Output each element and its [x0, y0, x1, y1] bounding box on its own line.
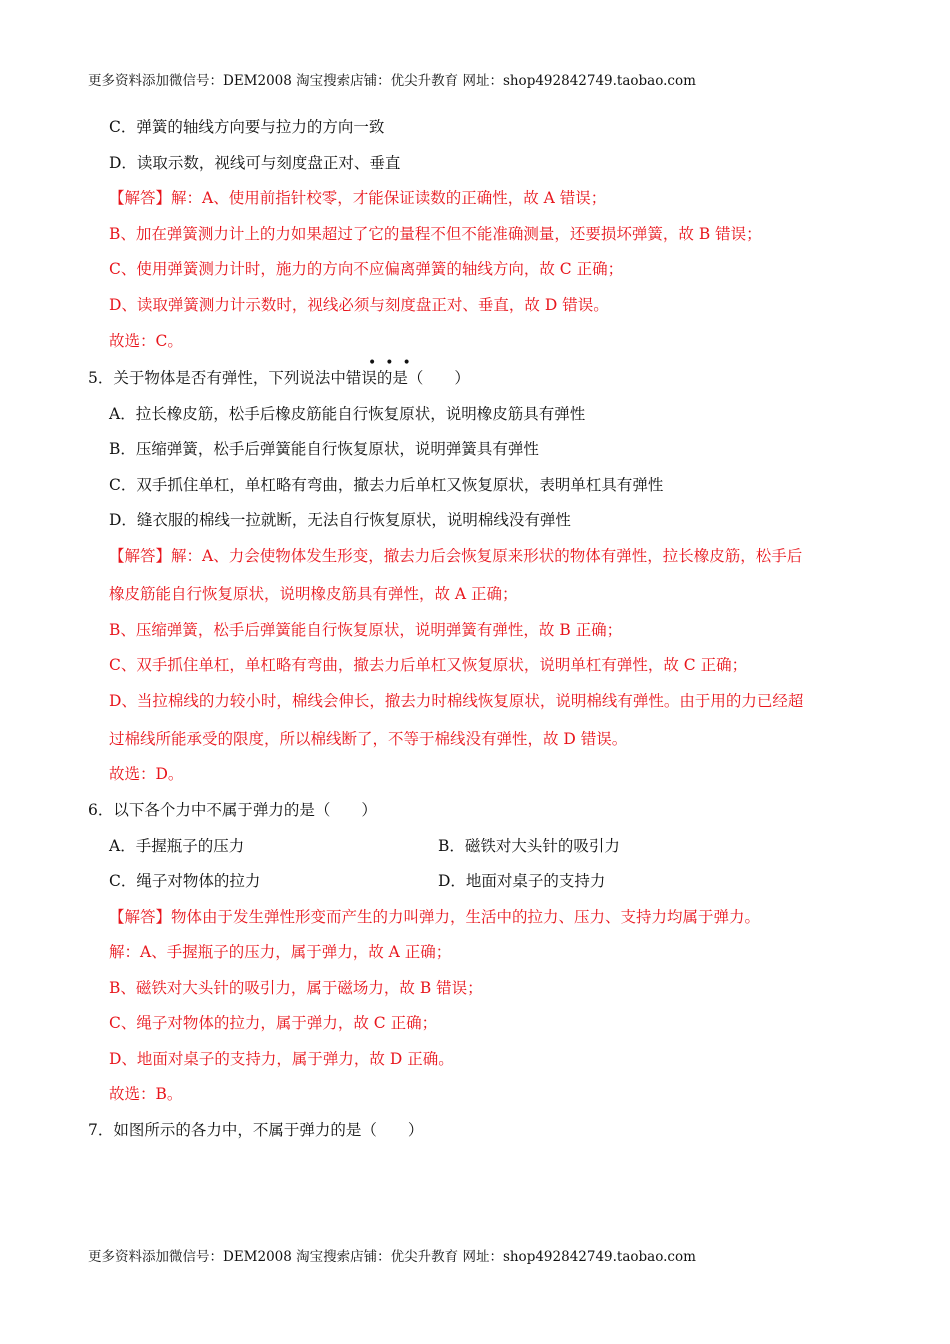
q5-option-a: A．拉长橡皮筋，松手后橡皮筋能自行恢复原状，说明橡皮筋具有弹性 — [109, 405, 586, 423]
q5-answer-tag: 【解答】 — [109, 547, 172, 565]
q5-answer-line: C、双手抓住单杠，单杠略有弯曲，撤去力后单杠又恢复原状，说明单杠有弹性，故 C 正确； — [109, 656, 748, 674]
q4-answer-line: B、加在弹簧测力计上的力如果超过了它的量程不但不能准确测量，还要损坏弹簧，故 B 错误； — [109, 225, 762, 243]
q6-answer-line — [109, 906, 760, 928]
q6-stem: 6．以下各个力中不属于弹力的是（ ） — [88, 801, 377, 819]
q4-option-c: C．弹簧的轴线方向要与拉力的方向一致 — [109, 118, 385, 136]
page-header: 更多资料添加微信号：DEM2008 淘宝搜索店铺：优尖升教育 网址：shop492842749.taobao.com — [88, 73, 696, 89]
q5-answer-line — [109, 545, 802, 567]
q6-option-b: B．磁铁对大头针的吸引力 — [438, 837, 620, 855]
q6-answer-line: D、地面对桌子的支持力，属于弹力，故 D 正确。 — [109, 1050, 454, 1068]
q4-answer-line: D、读取弹簧测力计示数时，视线必须与刻度盘正对、垂直，故 D 错误。 — [109, 296, 609, 314]
q5-option-c: C．双手抓住单杠，单杠略有弯曲，撤去力后单杠又恢复原状，表明单杠具有弹性 — [109, 476, 664, 494]
q5-emphasis-dots: ••• — [368, 355, 420, 371]
q5-conclusion: 故选：D。 — [109, 765, 184, 783]
q4-option-d: D．读取示数，视线可与刻度盘正对、垂直 — [109, 154, 401, 172]
q5-option-b: B．压缩弹簧，松手后弹簧能自行恢复原状，说明弹簧具有弹性 — [109, 440, 539, 458]
q6-option-a: A．手握瓶子的压力 — [109, 837, 245, 855]
q5-option-d: D．缝衣服的棉线一拉就断，无法自行恢复原状，说明棉线没有弹性 — [109, 511, 571, 529]
q5-answer-line: 橡皮筋能自行恢复原状，说明橡皮筋具有弹性，故 A 正确； — [109, 585, 518, 603]
q6-conclusion: 故选：B。 — [109, 1085, 183, 1103]
q5-answer-line: D、当拉棉线的力较小时，棉线会伸长，撤去力时棉线恢复原状，说明棉线有弹性。由于用的力已经超 — [109, 692, 804, 710]
q5-answer-text: 解：A、力会使物体发生形变，撤去力后会恢复原来形状的物体有弹性，拉长橡皮筋，松手后 — [171, 547, 803, 565]
q5-answer-line: B、压缩弹簧，松手后弹簧能自行恢复原状，说明弹簧有弹性，故 B 正确； — [109, 621, 623, 639]
q6-answer-line: B、磁铁对大头针的吸引力，属于磁场力，故 B 错误； — [109, 979, 483, 997]
q4-answer-tag: 【解答】 — [109, 189, 172, 207]
q4-answer-line — [109, 187, 606, 209]
q6-answer-line: 解：A、手握瓶子的压力，属于弹力，故 A 正确； — [109, 943, 452, 961]
q4-answer-line: C、使用弹簧测力计时，施力的方向不应偏离弹簧的轴线方向，故 C 正确； — [109, 260, 624, 278]
q5-stem: 5．关于物体是否有弹性，下列说法中错误的是（ ） — [88, 369, 470, 387]
q6-option-c: C．绳子对物体的拉力 — [109, 872, 261, 890]
q6-answer-text: 物体由于发生弹性形变而产生的力叫弹力，生活中的拉力、压力、支持力均属于弹力。 — [171, 908, 761, 926]
q4-conclusion: 故选：C。 — [109, 332, 183, 350]
page-footer: 更多资料添加微信号：DEM2008 淘宝搜索店铺：优尖升教育 网址：shop492842749.taobao.com — [88, 1249, 696, 1265]
q6-answer-tag: 【解答】 — [109, 908, 172, 926]
q5-answer-line: 过棉线所能承受的限度，所以棉线断了，不等于棉线没有弹性，故 D 错误。 — [109, 730, 628, 748]
q6-answer-line: C、绳子对物体的拉力，属于弹力，故 C 正确； — [109, 1014, 438, 1032]
q4-answer-text: 解：A、使用前指针校零，才能保证读数的正确性，故 A 错误； — [171, 189, 607, 207]
q7-stem: 7．如图所示的各力中，不属于弹力的是（ ） — [88, 1121, 424, 1139]
q6-option-d: D．地面对桌子的支持力 — [438, 872, 606, 890]
